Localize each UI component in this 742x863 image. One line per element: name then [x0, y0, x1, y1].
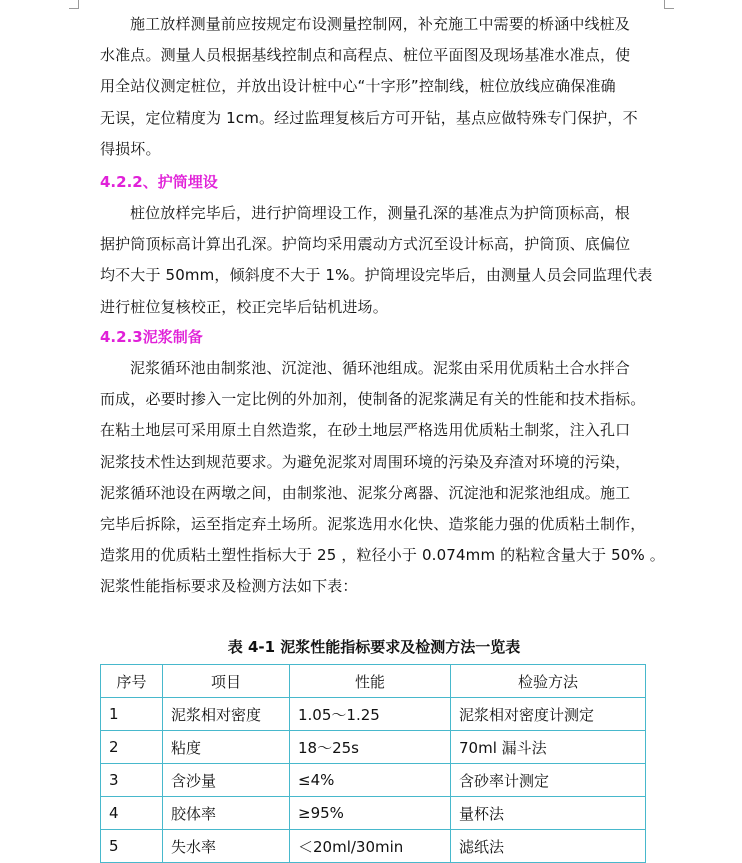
paragraph-line: 施工放样测量前应按规定布设测量控制网，补充施工中需要的桥涵中线桩及 — [130, 15, 630, 33]
paragraph-line: 无误，定位精度为 1cm。经过监理复核后方可开钻，基点应做特殊专门保护，不 — [100, 108, 638, 127]
table-header-row — [101, 665, 646, 698]
table-row — [101, 764, 646, 797]
header-cell-index: 序号 — [101, 665, 163, 698]
cell-method: 量杯法 — [451, 797, 646, 830]
cell-index: 3 — [101, 764, 163, 797]
cell-method: 滤纸法 — [451, 830, 646, 863]
paragraph-line: 进行桩位复核校正，校正完毕后钻机进场。 — [100, 297, 388, 316]
paragraph-line: 泥浆循环池由制浆池、沉淀池、循环池组成。泥浆由采用优质粘土合水拌合 — [130, 359, 630, 377]
paragraph-line: 泥浆性能指标要求及检测方法如下表： — [100, 577, 358, 596]
paragraph-line: 而成，必要时掺入一定比例的外加剂，使制备的泥浆满足有关的性能和技术指标。 — [100, 390, 646, 409]
table-row — [101, 731, 646, 764]
cell-item: 含沙量 — [163, 764, 290, 797]
cell-performance: ＜20ml/30min — [290, 830, 451, 863]
paragraph-survey — [100, 9, 638, 165]
paragraph-line: 泥浆循环池设在两墩之间，由制浆池、泥浆分离器、沉淀池和泥浆池组成。施工 — [100, 483, 631, 502]
header-cell-item: 项目 — [163, 665, 290, 698]
paragraph-line: 水准点。测量人员根据基线控制点和高程点、桩位平面图及现场基准水准点，使 — [100, 46, 631, 65]
cell-performance: ≥95% — [290, 797, 451, 830]
paragraph-line: 据护筒顶标高计算出孔深。护筒均采用震动方式沉至设计标高，护筒顶、底偏位 — [100, 235, 631, 254]
table-title: 表 4-1 泥浆性能指标要求及检测方法一览表 — [227, 638, 521, 656]
table-row — [101, 797, 646, 830]
cell-index: 1 — [101, 698, 163, 731]
paragraph-line: 完毕后拆除，运至指定弃土场所。泥浆选用水化快、造浆能力强的优质粘土制作， — [100, 515, 646, 534]
cell-index: 2 — [101, 731, 163, 764]
corner-mark-left-h — [69, 8, 79, 9]
table-row — [101, 830, 646, 863]
paragraph-line: 造浆用的优质粘土塑性指标大于 25 ，粒径小于 0.074mm 的粘粒含量大于 50% 。 — [100, 546, 665, 565]
cell-index: 4 — [101, 797, 163, 830]
paragraph-line: 得损坏。 — [100, 139, 161, 158]
paragraph-line: 用全站仪测定桩位，并放出设计桩中心“十字形”控制线，桩位放线应确保准确 — [100, 77, 616, 96]
cell-performance: ≤4% — [290, 764, 451, 797]
section-heading-casing: 4.2.2、护筒埋设 — [100, 173, 218, 191]
cell-item: 失水率 — [163, 830, 290, 863]
cell-method: 泥浆相对密度计测定 — [451, 698, 646, 731]
corner-mark-right-h — [664, 8, 674, 9]
paragraph-line: 在粘土地层可采用原土自然造浆，在砂土地层严格选用优质粘土制浆，注入孔口 — [100, 421, 631, 440]
cell-method: 含砂率计测定 — [451, 764, 646, 797]
cell-item: 粘度 — [163, 731, 290, 764]
paragraph-line: 桩位放样完毕后，进行护筒埋设工作，测量孔深的基准点为护筒顶标高，根 — [130, 204, 630, 222]
cell-item: 泥浆相对密度 — [163, 698, 290, 731]
cell-performance: 18～25s — [290, 731, 451, 764]
cell-index: 5 — [101, 830, 163, 863]
section-heading-mud: 4.2.3泥浆制备 — [100, 328, 203, 346]
cell-performance: 1.05～1.25 — [290, 698, 451, 731]
cell-method: 70ml 漏斗法 — [451, 731, 646, 764]
paragraph-line: 均不大于 50mm，倾斜度不大于 1%。护筒埋设完毕后，由测量人员会同监理代表 — [100, 266, 653, 285]
header-cell-performance: 性能 — [290, 665, 451, 698]
header-cell-method: 检验方法 — [451, 665, 646, 698]
paragraph-line: 泥浆技术性达到规范要求。为避免泥浆对周围环境的污染及弃渣对环境的污染， — [100, 452, 631, 471]
cell-item: 胶体率 — [163, 797, 290, 830]
mud-properties-table — [100, 664, 646, 863]
table-row — [101, 698, 646, 731]
paragraph-mud — [100, 353, 665, 603]
paragraph-casing — [100, 198, 653, 323]
